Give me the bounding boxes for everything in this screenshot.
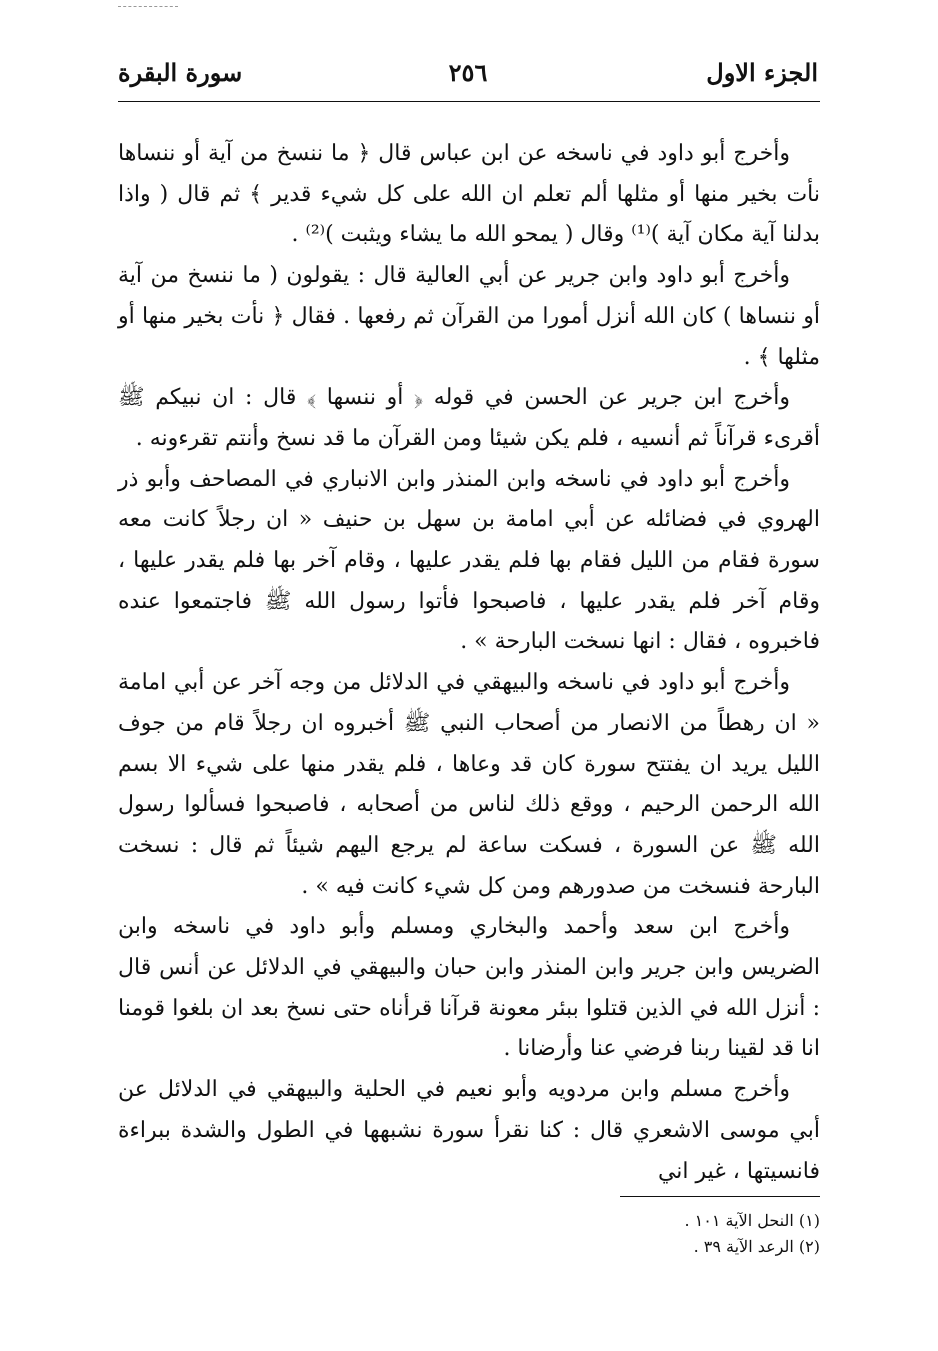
surah-title: سورة البقرة (118, 58, 243, 87)
paragraph: وأخرج أبو داود في ناسخه وابن المنذر وابن الانباري في المصاحف وأبو ذر الهروي في فضائله عن أبي امامة بن سهل بن حنيف « ان رجلاً كانت معه سورة فقام من الليل فقام بها فلم يقدر عليها ، وقام آخر بها فلم يقدر عليها ، وقام آخر فلم يقدر عليها ، فاصبحوا فأتوا رسول الله ﷺ فاجتمعوا عنده فاخبروه ، فقال : انها نسخت البارحة » . (118, 466, 820, 655)
scan-artifact (118, 6, 178, 8)
paragraph: وأخرج أبو داود في ناسخه عن ابن عباس قال ﴿ ما ننسخ من آية أو ننساها نأت بخير منها أو مثلها ألم تعلم ان الله على كل شيء قدير ﴾ ثم قال ( واذا بدلنا آية مكان آية )⁽¹⁾ وقال ( يمحو الله ما يشاء ويثبت )⁽²⁾ . (118, 141, 820, 248)
paragraph: وأخرج أبو داود في ناسخه والبيهقي في الدلائل من وجه آخر عن أبي امامة « ان رهطاً من الانصار من أصحاب النبي ﷺ أخبروه ان رجلاً قام من جوف الليل يريد ان يفتتح سورة كان قد وعاها ، فلم يقدر منها على شيء الا بسم الله الرحمن الرحيم ، ووقع ذلك لناس من أصحابه ، فاصبحوا فسألوا رسول الله ﷺ عن السورة ، فسكت ساعة لم يرجع اليهم شيئاً ثم قال : نسخت البارحة فنسخت من صدورهم ومن كل شيء كانت فيه » . (118, 670, 820, 899)
footnote: (١) النحل الآية ١٠١ . (684, 1211, 820, 1230)
part-title: الجزء الاول (706, 58, 818, 87)
paragraph: وأخرج مسلم وابن مردويه وأبو نعيم في الحلية والبيهقي في الدلائل عن أبي موسى الاشعري قال : كنا نقرأ سورة نشبهها في الطول والشدة ببراءة فانسيتها ، غير اني (118, 1077, 820, 1184)
main-text (118, 134, 820, 1192)
header-divider (118, 101, 820, 102)
paragraph: وأخرج أبو داود وابن جرير عن أبي العالية قال : يقولون ( ما ننسخ من آية أو ننساها ) كان الله أنزل أمورا من القرآن ثم رفعها . فقال ﴿ نأت بخير منها أو مثلها ﴾ . (118, 263, 820, 370)
running-header (118, 58, 818, 98)
paragraph: وأخرج ابن جرير عن الحسن في قوله ﴿ أو ننسها ﴾ قال : ان نبيكم ﷺ أقرىء قرآناً ثم أنسيه ، فلم يكن شيئا ومن القرآن ما قد نسخ وأنتم تقرءونه . (118, 385, 820, 451)
page-number: ٢٥٦ (448, 58, 488, 87)
footnote-divider (620, 1196, 820, 1197)
paragraph: وأخرج ابن سعد وأحمد والبخاري ومسلم وأبو داود في ناسخه وابن الضريس وابن جرير وابن المنذر وابن حبان والبيهقي في الدلائل عن أنس قال : أنزل الله في الذين قتلوا ببئر معونة قرآنا قرأناه حتى نسخ بعد ان بلغوا قومنا انا قد لقينا ربنا فرضي عنا وأرضانا . (118, 914, 820, 1062)
footnotes (118, 1208, 820, 1260)
footnote: (٢) الرعد الآية ٣٩ . (693, 1237, 820, 1256)
